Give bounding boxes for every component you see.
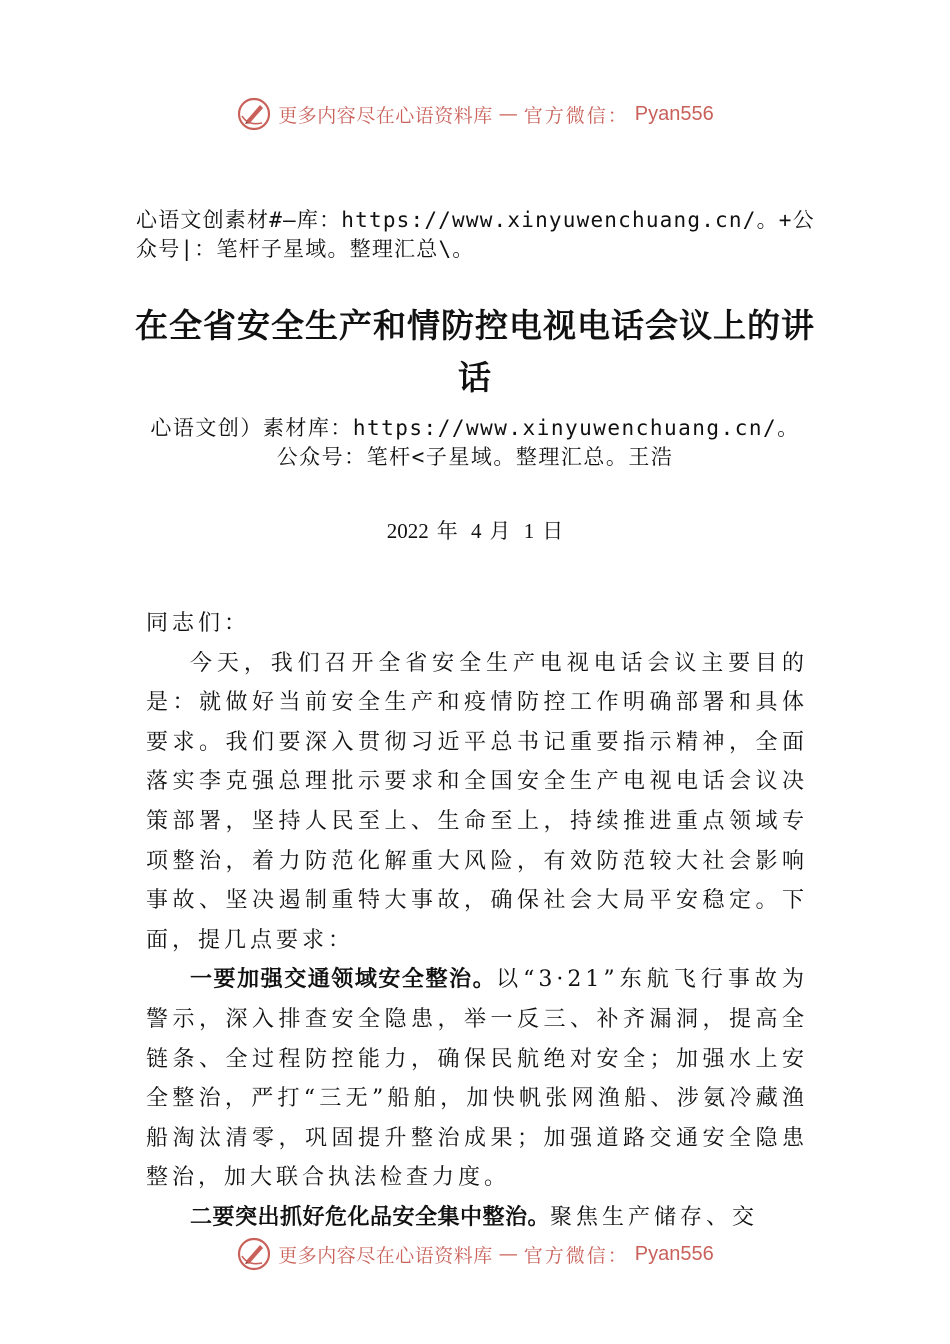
date-day: 1 — [523, 519, 535, 543]
point-1-heading: 一要加强交通领域安全整治。 — [190, 967, 497, 993]
writing-brush-logo-icon — [236, 1236, 272, 1272]
source-note: 心语文创）素材库：https://www.xinyuwenchuang.cn/。公众号：笔杆<子星域。整理汇总。王浩 — [150, 416, 800, 469]
document-title: 在全省安全生产和情防控电视电话会议上的讲话 — [135, 306, 815, 397]
header-note: 心语文创素材#—库：https://www.xinyuwenchuang.cn/。+公众号|：笔杆子星域。整理汇总\。 — [136, 208, 815, 261]
watermark-banner-bottom — [0, 1232, 950, 1276]
date-day-unit: 日 — [542, 519, 564, 543]
date-year: 2022 — [386, 519, 429, 543]
watermark-dash: — — [498, 1243, 518, 1265]
point-1-text: 以“3·21”东航飞行事故为警示，深入排查安全隐患，举一反三、补齐漏洞，提高全链条、全过程防控能力，确保民航绝对安全；加强水上安全整治，严打“三无”船舶，加快帆张网渔船、涉氨冷藏渔船淘汰清零，巩固提升整治成果；加强道路交通安全隐患整治，加大联合执法检查力度。 — [146, 967, 808, 1191]
watermark-text: 更多内容尽在心语资料库 — [278, 1244, 493, 1267]
speech-body — [146, 604, 808, 1238]
watermark-wechat-label: 官方微信： — [523, 1244, 629, 1267]
salutation: 同志们： — [146, 611, 251, 636]
intro-paragraph: 今天，我们召开全省安全生产电视电话会议主要目的是：就做好当前安全生产和疫情防控工作明确部署和具体要求。我们要深入贯彻习近平总书记重要指示精神，全面落实李克强总理批示要求和全国安全生产电视电话会议决策部署，坚持人民至上、生命至上，持续推进重点领域专项整治，着力防范化解重大风险，有效防范较大社会影响事故、坚决遏制重特大事故，确保社会大局平安稳定。下面，提几点要求： — [146, 650, 808, 953]
watermark-text: 更多内容尽在心语资料库 — [278, 104, 493, 127]
date-month: 4 — [471, 519, 482, 543]
date-year-unit: 年 — [436, 519, 458, 543]
date-month-unit: 月 — [489, 519, 511, 543]
watermark-banner-top — [0, 92, 950, 136]
point-2-text: 聚焦生产储存、交 — [550, 1204, 759, 1230]
watermark-wechat-label: 官方微信： — [523, 104, 629, 127]
writing-brush-logo-icon — [236, 96, 272, 132]
document-date — [0, 516, 950, 546]
watermark-wechat-id: Pyan556 — [634, 1242, 714, 1265]
point-1-paragraph — [146, 960, 808, 1198]
watermark-wechat-id: Pyan556 — [634, 102, 714, 125]
watermark-dash: — — [498, 103, 518, 125]
point-2-heading: 二要突出抓好危化品安全集中整治。 — [190, 1204, 551, 1230]
